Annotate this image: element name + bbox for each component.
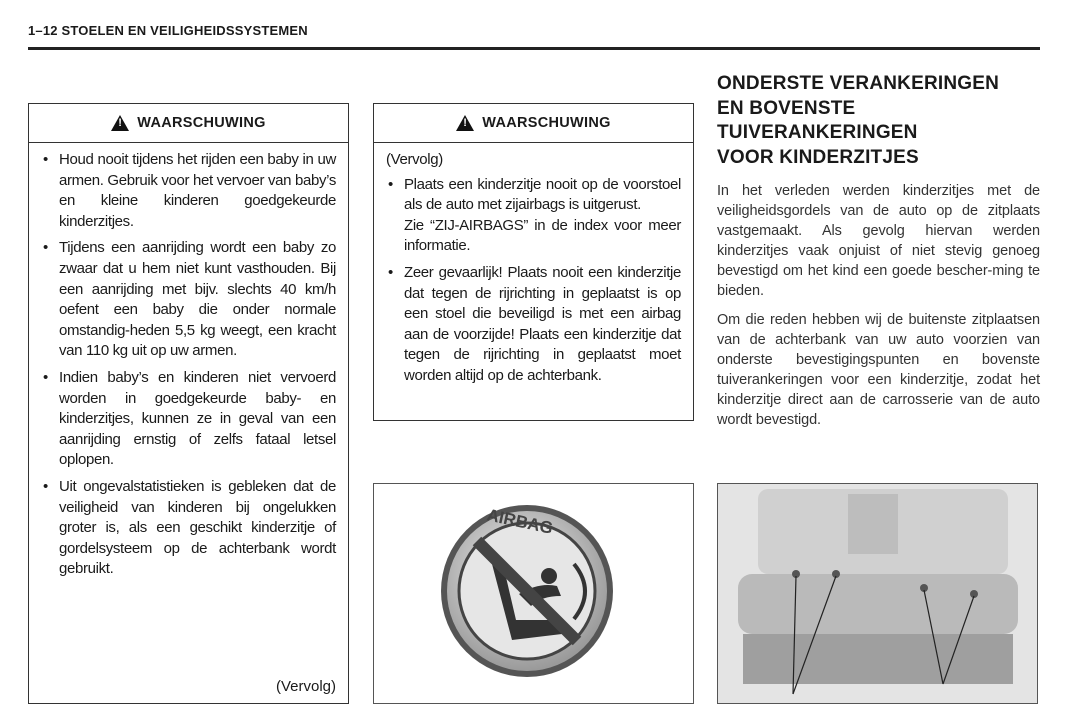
bullet-note: Zie “ZIJ-AIRBAGS” in de index voor meer informatie. (404, 216, 681, 255)
warning-bullet: • Tijdens een aanrijding wordt een baby zo zwaar dat u hem niet kunt vasthouden. Bij een aanrijding met bijv. slechts 40 km/h oefent een baby die onder normale omstandig-heden 5,5 kg weegt, een kracht van 110 kg uit op uw armen. (41, 238, 336, 362)
warning-box-left (28, 103, 349, 704)
airbag-label: AIRBAG (485, 505, 555, 538)
paragraph: In het verleden werden kinderzitjes met de veiligheidsgordels van de auto op de zitplaats vastgemaakt. Als gevolg hiervan werden kinderzitjes vaak onjuist of niet stevig genoeg bevestigd om het kind een goede bescher-ming te bieden. (717, 183, 1040, 299)
title-line: TUIVERANKERINGEN (717, 122, 918, 143)
warning-bullet: • Indien baby’s en kinderen niet vervoerd worden in goedgekeurde baby- en kinderzitjes, kunnen ze in geval van een aanrijding ernstig of zelfs fataal letsel oplopen. (41, 368, 336, 471)
rear-seat-anchor-figure (717, 483, 1038, 704)
title-line: ONDERSTE VERANKERINGEN (717, 73, 1000, 94)
warning-triangle-icon (456, 115, 474, 131)
continued-label: (Vervolg) (275, 678, 336, 695)
warning-bullet (386, 175, 681, 257)
warning-triangle-icon (111, 115, 129, 131)
section-title (717, 72, 1037, 170)
warning-header (29, 104, 348, 143)
warning-box-middle (373, 103, 694, 421)
no-child-seat-airbag-icon (374, 484, 693, 703)
warning-header (374, 104, 693, 143)
warning-bullet: • Houd nooit tijdens het rijden een baby in uw armen. Gebruik voor het vervoer van baby’s en kleine kinderen goedgekeurde kinderzitjes. (41, 150, 336, 232)
warning-bullet: • Uit ongevalstatistieken is gebleken dat de veiligheid van kinderen bij ongelukken groter is, als een geschikt kinderzitje of gordelsysteem op de achterbank wordt gebruikt. (41, 477, 336, 580)
header-rule (28, 47, 1040, 50)
title-line: VOOR KINDERZITJES (717, 146, 919, 168)
airbag-warning-figure (373, 483, 694, 704)
title-line: EN BOVENSTE (717, 97, 856, 119)
paragraph: Om die reden hebben wij de buitenste zitplaatsen van de achterbank van uw auto voorzien van onderste bevestigingspunten en bovenste tuiverankeringen voor een kinderzitje, zodat het kinderzitje direct aan de carrosserie van de auto wordt bevestigd. (717, 312, 1040, 428)
continued-label: (Vervolg) (386, 151, 443, 168)
page-header: 1–12 STOELEN EN VEILIGHEIDSSYSTEMEN (28, 23, 308, 38)
warning-bullet: • Zeer gevaarlijk! Plaats nooit een kinderzitje dat tegen de rijrichting in geplaatst is op een stoel die beveiligd is met een airbag aan de voorzijde! Plaats een kinderzitje dat tegen de rijrichting in geplaatst moet worden altijd op de achterbank. (386, 263, 681, 387)
bullet-text: Plaats een kinderzitje nooit op de voorstoel als de auto met zijairbags is uitgerust. (404, 175, 681, 214)
rear-seat-illustration (718, 484, 1037, 703)
warning-title: WAARSCHUWING (137, 115, 266, 131)
warning-title: WAARSCHUWING (482, 115, 611, 131)
